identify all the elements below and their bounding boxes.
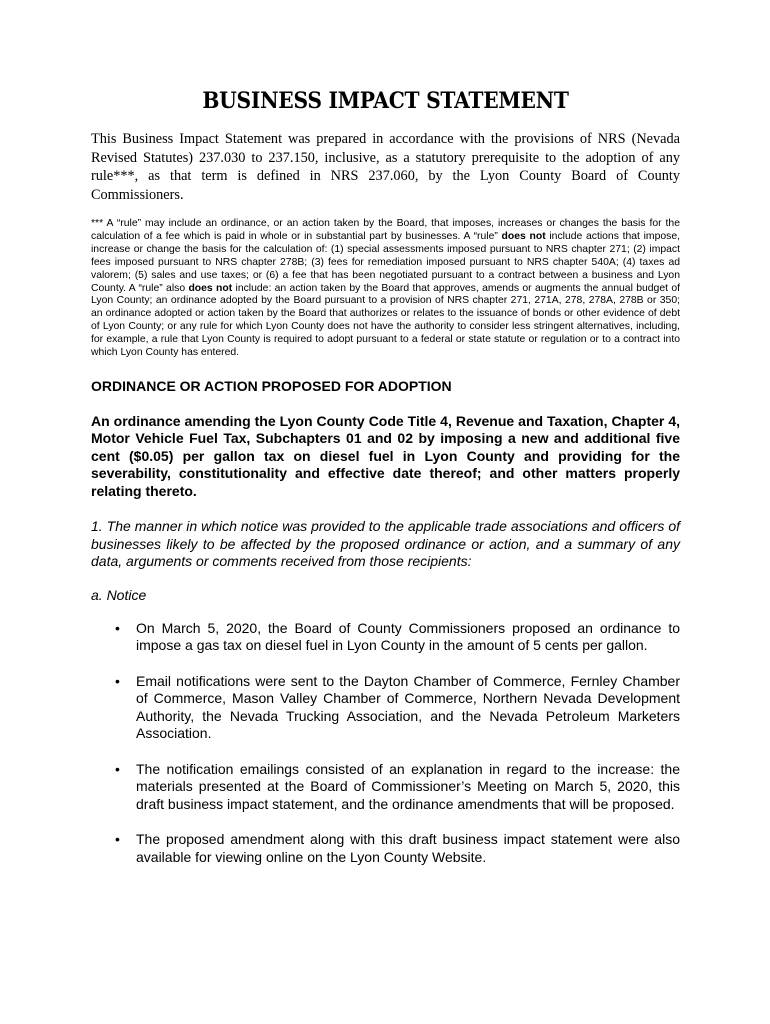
list-item xyxy=(91,620,680,655)
question-1: 1. The manner in which notice was provided to the applicable trade associations and officers of businesses likely to be affected by the proposed ordinance or action, and a summary of any data, arguments or comments received from those recipients: xyxy=(91,518,680,570)
notice-subheading: a. Notice xyxy=(91,586,147,603)
list-item-text: On March 5, 2020, the Board of County Commissioners proposed an ordinance to impose a gas tax on diesel fuel in Lyon County in the amount of 5 cents per gallon. xyxy=(136,619,680,654)
document-page xyxy=(91,88,680,884)
bullet-icon: • xyxy=(115,831,120,848)
intro-paragraph: This Business Impact Statement was prepared in accordance with the provisions of NRS (Nevada Revised Statutes) 237.030 to 237.150, inclusive, as a statutory prerequisite to the adoption of any rule***, as that term is defined in NRS 237.060, by the Lyon County Board of County Commissioners. xyxy=(91,131,680,203)
rule-footnote xyxy=(91,218,680,360)
list-item xyxy=(91,831,680,866)
footnote-text-3: include: an action taken by the Board that approves, amends or augments the annual budget of Lyon County; an ordinance adopted by the Board pursuant to a provision of NRS chapter 271, 271A, 278, 278A, 278B or 350; an ordinance adopted or action taken by the Board that authorizes or relates to the issuance of bonds or other evidence of debt of Lyon County; or any rule for which Lyon County does not have the authority to consider less stringent alternatives, including, for example, a rule that Lyon County is required to adopt pursuant to a federal or state statute or regulation or to a contract into which Lyon County has entered. xyxy=(91,282,680,359)
footnote-emphasis-2: does not xyxy=(188,282,233,294)
document-title: BUSINESS IMPACT STATEMENT xyxy=(202,88,569,114)
footnote-text-1: *** A “rule” may include an ordinance, or an action taken by the Board, that imposes, increases or changes the basis for the calculation of a fee which is paid in whole or in substantial part by businesses. A “rule” xyxy=(91,218,680,242)
list-item-text: The proposed amendment along with this draft business impact statement were also available for viewing online on the Lyon County Website. xyxy=(136,831,680,865)
footnote-text-2: include actions that impose, increase or change the basis for the calculation of: (1) special assessments imposed pursuant to NRS chapter 271; (2) impact fees imposed pursuant to NRS chapter 278B; (3) fees for remediation imposed pursuant to NRS chapter 540A; (4) taxes ad valorem; (5) sales and use taxes; or (6) a fee that has been negotiated pursuant to a contract between a business and Lyon County. A “rule” also xyxy=(91,230,681,294)
footnote-emphasis-1: does not xyxy=(501,230,546,242)
list-item xyxy=(91,673,680,743)
bullet-icon: • xyxy=(115,672,120,689)
bullet-icon: • xyxy=(115,619,120,636)
list-item-text: Email notifications were sent to the Dayton Chamber of Commerce, Fernley Chamber of Commerce, Mason Valley Chamber of Commerce, Northern Nevada Development Authority, the Nevada Trucking Association, and the Nevada Petroleum Marketers Association. xyxy=(136,672,680,742)
ordinance-description: An ordinance amending the Lyon County Code Title 4, Revenue and Taxation, Chapter 4, Motor Vehicle Fuel Tax, Subchapters 01 and 02 by imposing a new and additional five cent ($0.05) per gallon tax on diesel fuel in Lyon County and providing for the severability, constitutionality and effective date thereof; and other matters properly relating thereto. xyxy=(91,412,680,499)
list-item-text: The notification emailings consisted of an explanation in regard to the increase: the materials presented at the Board of Commissioner’s Meeting on March 5, 2020, this draft business impact statement, and the ordinance amendments that will be proposed. xyxy=(136,760,680,812)
list-item xyxy=(91,761,680,814)
notice-bullet-list xyxy=(91,620,680,867)
section-heading: ORDINANCE OR ACTION PROPOSED FOR ADOPTION xyxy=(91,377,452,394)
bullet-icon: • xyxy=(115,760,120,777)
